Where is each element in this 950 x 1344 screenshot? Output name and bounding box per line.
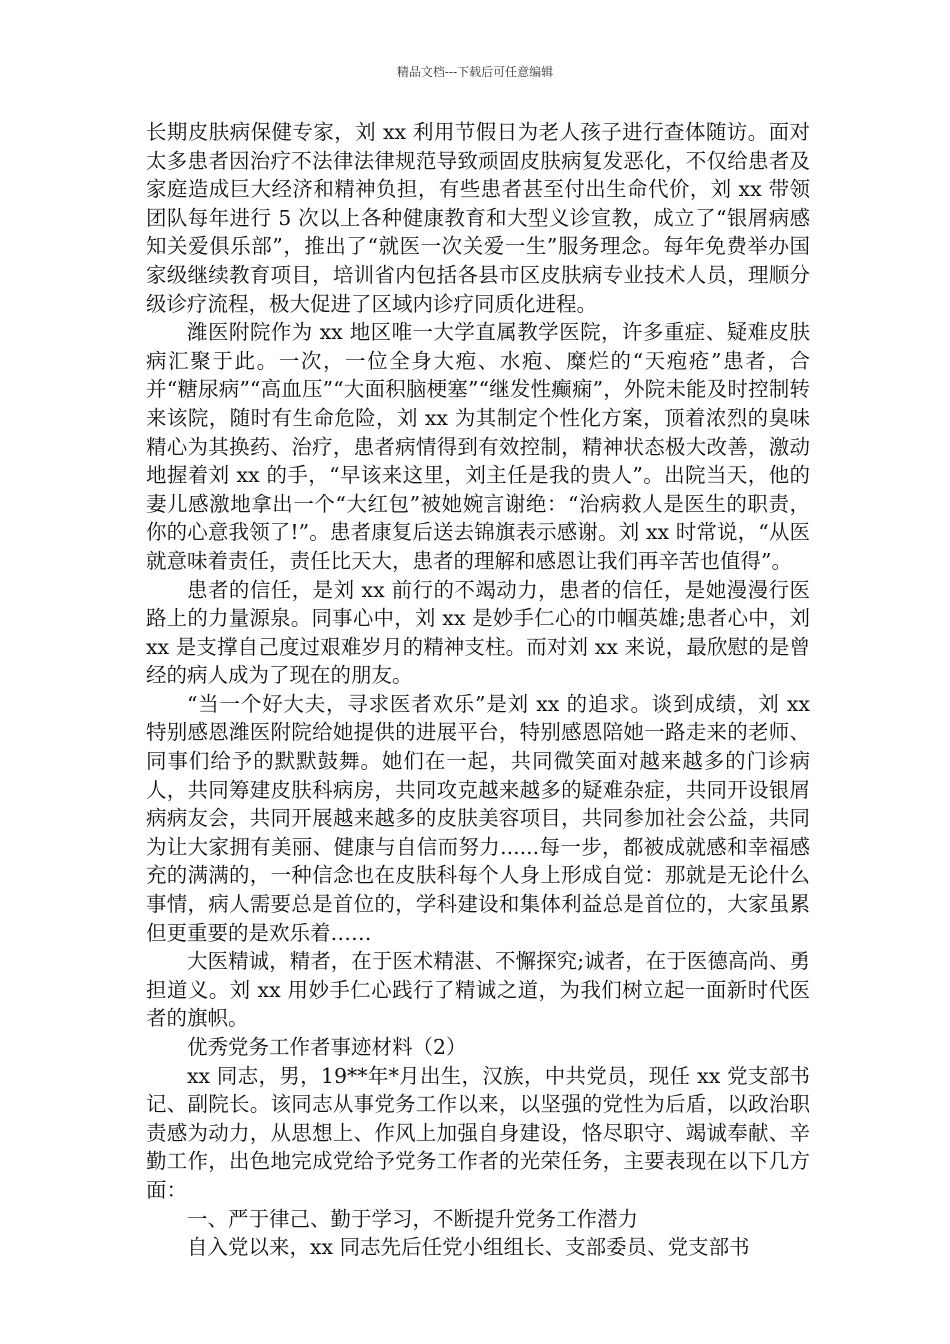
paragraph-good-doctor: “当一个好大夫，寻求医者欢乐”是刘 xx 的追求。谈到成绩，刘 xx 特别感恩潍医附院给她提供的进展平台，特别感恩陪她一路走来的老师、同事们给予的默默鼓舞。她们在一起，共同微笑面对越来越多的门诊病人，共同筹建皮肤科病房，共同攻克越来越多的疑难杂症，共同开设银屑病病友会，共同开展越来越多的皮肤美容项目，共同参加社会公益，共同为让大家拥有美丽、健康与自信而努力......每一步，都被成就感和幸福感充的满满的，一种信念也在皮肤科每个人身上形成自觉：那就是无论什么事情，病人需要总是首位的，学科建设和集体利益总是首位的，大家虽累但更重要的是欢乐着……	[146, 691, 810, 945]
paragraph-patient-trust: 患者的信任，是刘 xx 前行的不竭动力，患者的信任，是她漫漫行医路上的力量源泉。同事心中，刘 xx 是妙手仁心的巾帼英雄;患者心中，刘 xx 是支撑自己度过艰难岁月的精神支柱。而对刘 xx 来说，最欣慰的是曾经的病人成为了现在的朋友。	[146, 577, 810, 688]
paragraph-great-physician: 大医精诚，精者，在于医术精湛、不懈探究;诚者，在于医德高尚、勇担道义。刘 xx 用妙手仁心践行了精诚之道，为我们树立起一面新时代医者的旗帜。	[146, 949, 810, 1031]
section-heading-self-discipline: 一、严于律己、勤于学习，不断提升党务工作潜力	[187, 1206, 638, 1231]
paragraph-comrade-intro: xx 同志，男，19**年*月出生，汉族，中共党员，现任 xx 党支部书记、副院长。该同志从事党务工作以来，以坚强的党性为后盾，以政治职责感为动力，从思想上、作风上加强自身建设，恪尽职守、竭诚奉献、辛勤工作，出色地完成党给予党务工作者的光荣任务，主要表现在以下几方面：	[146, 1063, 810, 1202]
paragraph-since-joining: 自入党以来，xx 同志先后任党小组组长、支部委员、党支部书	[187, 1235, 750, 1260]
paragraph-pemphigus-case: 潍医附院作为 xx 地区唯一大学直属教学医院，许多重症、疑难皮肤病汇聚于此。一次，一位全身大疱、水疱、糜烂的“天疱疮”患者，合并“糖尿病”“高血压”“大面积脑梗塞”“继发性癫痫”，外院未能及时控制转来该院，随时有生命危险，刘 xx 为其制定个性化方案，顶着浓烈的臭味精心为其换药、治疗，患者病情得到有效控制，精神状态极大改善，激动地握着刘 xx 的手，“早该来这里，刘主任是我的贵人”。出院当天，他的妻儿感激地拿出一个“大红包”被她婉言谢绝：“治病救人是医生的职责，你的心意我领了!”。患者康复后送去锦旗表示感谢。刘 xx 时常说，“从医就意味着责任，责任比天大，患者的理解和感恩让我们再辛苦也值得”。	[146, 320, 810, 573]
section-title-party-worker: 优秀党务工作者事迹材料（2）	[187, 1035, 467, 1059]
paragraph-dermatology-care: 长期皮肤病保健专家，刘 xx 利用节假日为老人孩子进行查体随访。面对太多患者因治疗不法律法律规范导致顽固皮肤病复发恶化，不仅给患者及家庭造成巨大经济和精神负担，有些患者甚至付出生命代价，刘 xx 带领团队每年进行 5 次以上各种健康教育和大型义诊宣教，成立了“银屑病感知关爱俱乐部”，推出了“就医一次关爱一生”服务理念。每年免费举办国家级继续教育项目，培训省内包括各县市区皮肤病专业技术人员，理顺分级诊疗流程，极大促进了区域内诊疗同质化进程。	[146, 120, 810, 316]
document-body	[146, 118, 810, 1262]
page-header: 精品文档---下载后可任意编辑	[396, 65, 554, 79]
